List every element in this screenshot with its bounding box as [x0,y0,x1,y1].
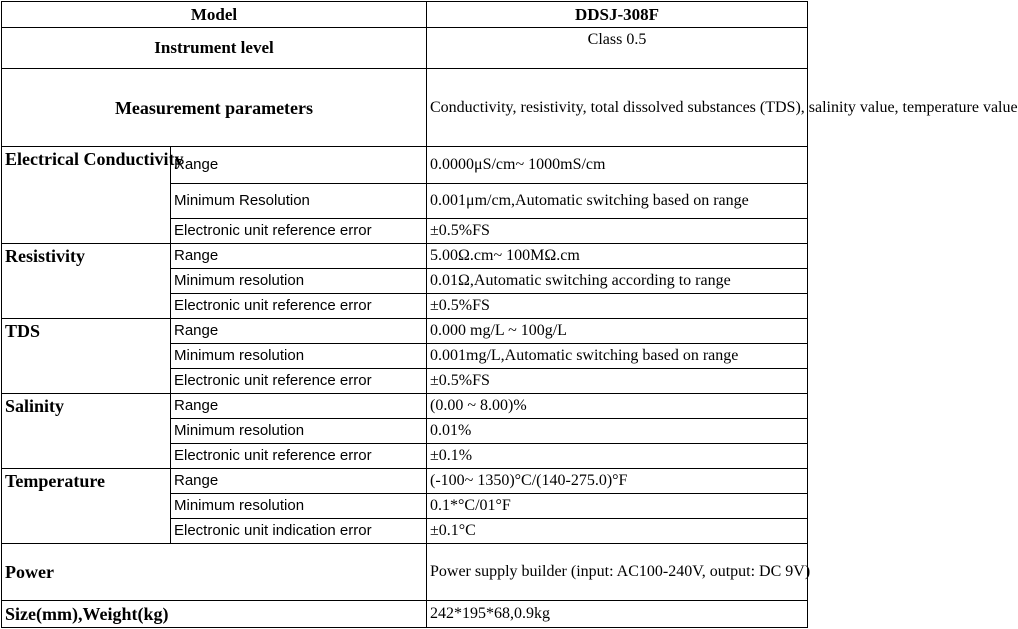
param-value: ±0.5%FS [427,219,808,244]
instrument-level-value: Class 0.5 [427,28,808,69]
param-label: Minimum resolution [171,494,427,519]
param-label: Electronic unit reference error [171,294,427,319]
spec-table [1,1,1018,628]
param-value: ±0.1% [427,444,808,469]
param-value: 0.001μm/cm,Automatic switching based on range [427,184,808,219]
model-label: Model [2,2,427,28]
param-label: Range [171,147,427,184]
group-resistivity: Resistivity [2,244,171,319]
table-row [2,469,808,494]
group-salinity: Salinity [2,394,171,469]
group-temperature: Temperature [2,469,171,544]
param-value: (-100~ 1350)°C/(140-275.0)°F [427,469,808,494]
power-value: Power supply builder (input: AC100-240V, output: DC 9V) [427,544,808,601]
size-weight-label: Size(mm),Weight(kg) [2,601,427,628]
param-label: Minimum resolution [171,419,427,444]
table-row [2,147,808,184]
table-row [2,544,808,601]
param-value: ±0.5%FS [427,369,808,394]
param-label: Minimum resolution [171,269,427,294]
model-value: DDSJ-308F [427,2,808,28]
param-label: Electronic unit reference error [171,444,427,469]
param-label: Electronic unit reference error [171,219,427,244]
table-row [2,319,808,344]
param-value: 0.01Ω,Automatic switching according to range [427,269,808,294]
param-value: ±0.1°C [427,519,808,544]
param-label: Electronic unit indication error [171,519,427,544]
param-label: Range [171,469,427,494]
instrument-level-label: Instrument level [2,28,427,69]
table-row [2,244,808,269]
measurement-parameters-label: Measurement parameters [2,69,427,147]
param-value: 0.000 mg/L ~ 100g/L [427,319,808,344]
param-value: 0.01% [427,419,808,444]
power-label: Power [2,544,427,601]
table-row [2,28,808,69]
param-label: Range [171,244,427,269]
param-label: Range [171,319,427,344]
group-electrical-conductivity: Electrical Conductivity [2,147,171,244]
param-label: Range [171,394,427,419]
table-row [2,2,808,28]
table-row [2,601,808,628]
group-tds: TDS [2,319,171,394]
param-label: Minimum Resolution [171,184,427,219]
measurement-parameters-value: Conductivity, resistivity, total dissolved substances (TDS), salinity value, temperature value [427,69,808,147]
table-row [2,394,808,419]
param-value: 0.1*°C/01°F [427,494,808,519]
param-value: 0.001mg/L,Automatic switching based on range [427,344,808,369]
size-weight-value: 242*195*68,0.9kg [427,601,808,628]
param-value: ±0.5%FS [427,294,808,319]
param-value: (0.00 ~ 8.00)% [427,394,808,419]
param-value: 5.00Ω.cm~ 100MΩ.cm [427,244,808,269]
param-value: 0.0000μS/cm~ 1000mS/cm [427,147,808,184]
table-row [2,69,808,147]
param-label: Electronic unit reference error [171,369,427,394]
param-label: Minimum resolution [171,344,427,369]
